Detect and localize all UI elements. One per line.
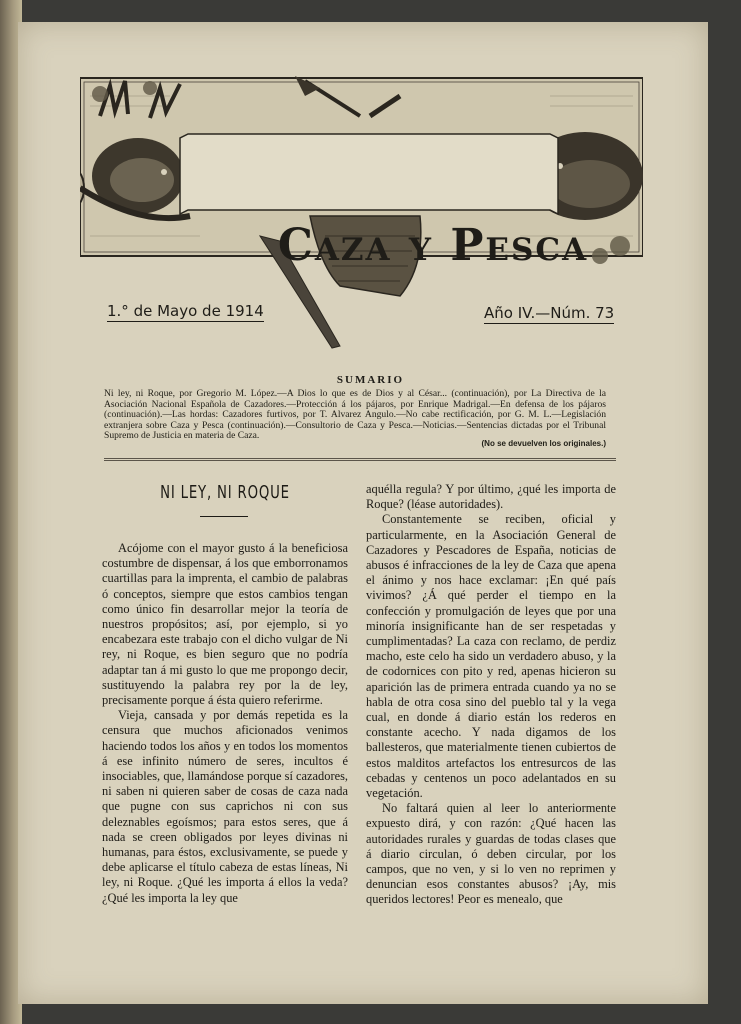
masthead-illustration [80, 76, 643, 271]
article-column-left [102, 541, 348, 906]
article-paragraph: Acójome con el mayor gusto á la beneficiosa costumbre de dispensar, á los que emborronamos cuartillas para la imprenta, el cambio de palabras ó conceptos, siempre que estos cambios tengan como único fin desarrollar mejor la teoría de nuestros propósitos; así, por ejemplo, si yo encabezara este trabajo con el dicho vulgar de Ni rey, ni Roque, es bien seguro que no podría adaptar tan á mi gusto lo que me propongo decir, sustituyendo la palabra rey por la de ley, precisamente porque á ésta quiero referirme. [102, 541, 348, 708]
article-paragraph: Constantemente se reciben, oficial y particularmente, en la Asociación General de Cazadores y Pescadores de España, noticias de abusos é infracciones de la ley de Caza que apena el ánimo y nos hace exclamar: ¡En qué país vivimos? ¿Á qué perder el tiempo en la confección y promulgación de leyes que por una minoría insignificante han de ser respetadas y cumplimentadas? La caza con reclamo, de perdiz macho, este celo ha sido un verdadero abuso, y la de codornices con pito y red, apenas hicieron su aparición las de primera entrada cuando ya no se habla de otra cosa sino del pueblo tal y la vega cual, en donde á diario están los rederos en constante acecho. Y nada digamos de los ballesteros, que materialmente tienen cubiertos de estos malditos artefactos los entresurcos de las cebadas y centenos un poco adelantados en su vegetación. [366, 512, 616, 801]
section-divider [104, 458, 616, 461]
issue-date: 1.° de Mayo de 1914 [107, 302, 264, 320]
article-column-right [366, 482, 616, 908]
article-paragraph: aquélla regula? Y por último, ¿qué les importa de Roque? (léase autoridades). [366, 482, 616, 512]
originals-notice: (No se devuelven los originales.) [481, 439, 606, 448]
article-paragraph: Vieja, cansada y por demás repetida es la censura que muchos aficionados venimos haciendo todos los años y en todos los momentos á ese infinito número de seres, incultos é insociables, que, llamándose porque sí cazadores, ni saben ni quieren saber de cosas de caza nada que pugne con sus caprichos ni con sus deleznables egoísmos; para estos seres, que á nada se creen obligados por leyes divinas ni humanas, para éstos, exclusivamente, se puede y debe aplicarse el título cabeza de estas líneas, Ni ley, ni Roque. ¿Qué les importa á ellos la veda? ¿Qué les importa la ley que [102, 708, 348, 905]
masthead-title: Caza y Pesca [277, 220, 589, 271]
issue-number: Año IV.—Núm. 73 [484, 304, 615, 322]
title-underline [200, 516, 248, 517]
article-paragraph: No faltará quien al leer lo anteriormente expuesto dirá, y con razón: ¿Qué hacen las autoridades rurales y guardas de todas clases que á diario circulan, ó deben circular, por los campos, que no ven, y si lo ven no reprimen y denuncian esos constantes abusos? ¡Ay, mis queridos lectores! Peor es menealo, que [366, 801, 616, 907]
summary-heading: SUMARIO [336, 374, 405, 386]
summary-text: Ni ley, ni Roque, por Gregorio M. López.—A Dios lo que es de Dios y al César... (continuación), por La Directiva de la Asociación Nacional Española de Cazadores.—Protección á los pájaros, por Enrique Madrigal.—En defensa de los pájaros (continuación).—Las hordas: Cazadores furtivos, por T. Alvarez Angulo.—No cabe rectificación, por G. M. L.—Legislación extranjera sobre Caza y Pesca (continuación).—Consultorio de Caza y Pesca.—Noticias.—Sentencias dictadas por el Tribunal Supremo de Justicia en materia de Caza. [104, 388, 606, 442]
article-title: NI LEY, NI ROQUE [160, 482, 290, 503]
